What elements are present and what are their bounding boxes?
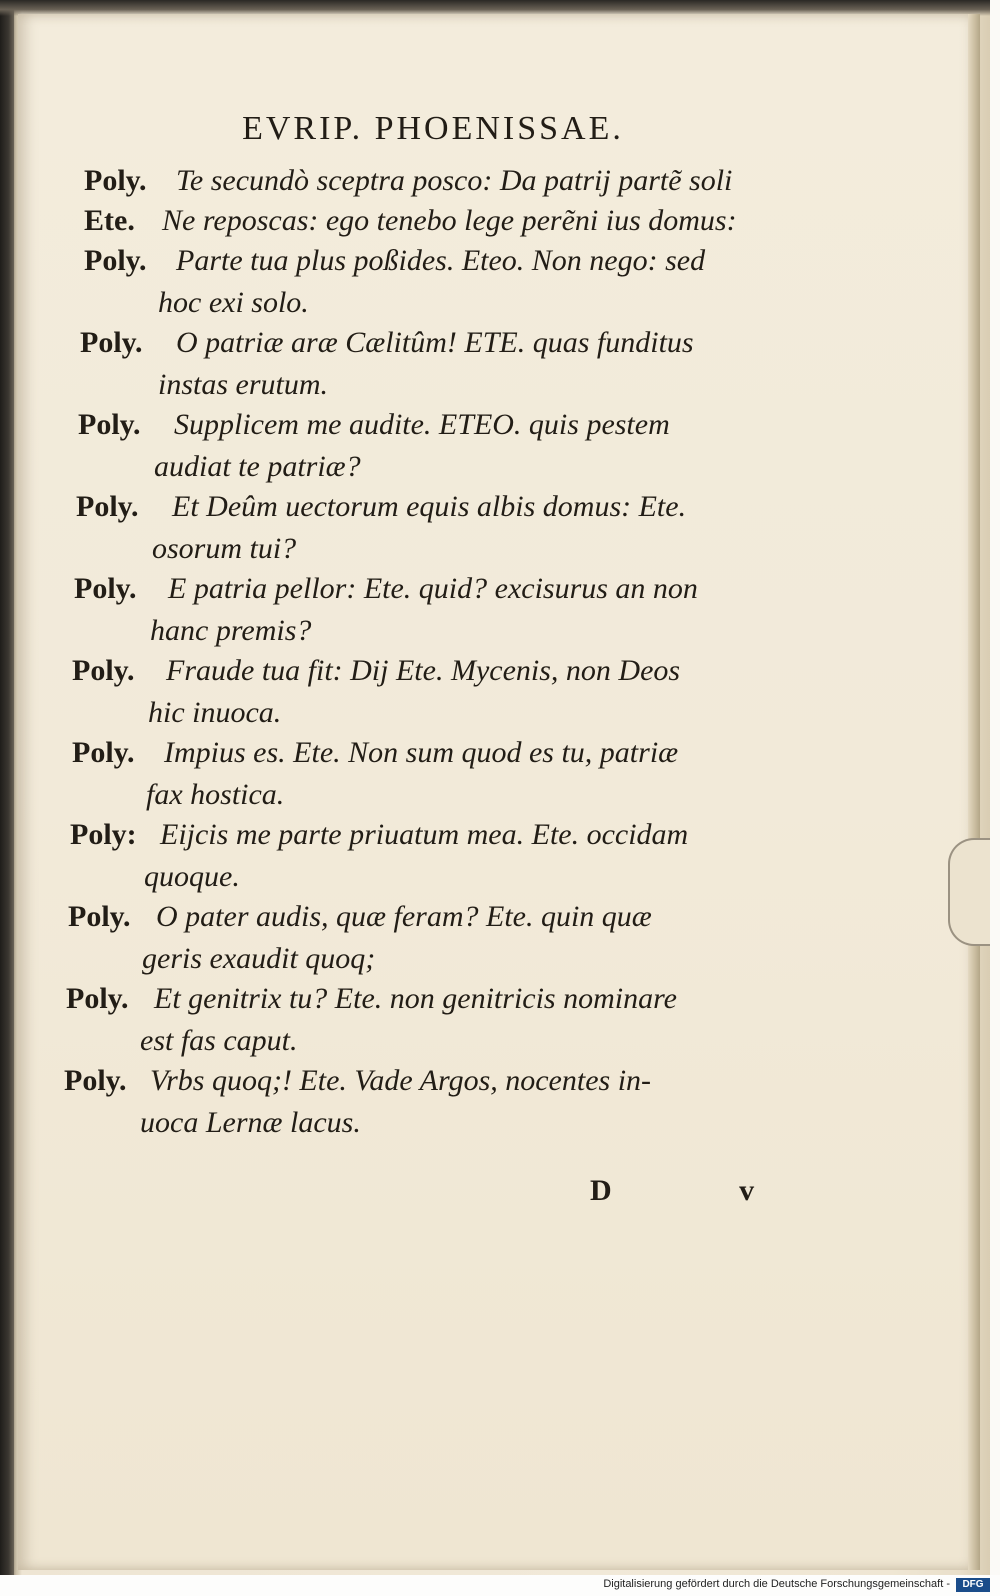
dialogue-row [18,244,778,324]
dialogue-row [18,818,778,898]
speaker-label: Poly. [66,982,129,1015]
verse-continuation: hic inuoca. [148,696,282,729]
clip-tab [948,838,990,946]
footer-bar [0,1575,1000,1596]
speaker-label: Poly. [72,654,135,687]
verse-continuation: est fas caput. [140,1024,298,1057]
verse-line: O patriæ aræ Cælitûm! ETE. quas funditus [176,326,694,359]
signature-mark: D v [590,1174,815,1207]
verse-line: Supplicem me audite. ETEO. quis pestem [174,408,670,441]
page-fore-edge [968,14,980,1570]
verse-line: Eijcis me parte priuatum mea. Ete. occidam [160,818,689,851]
verse-line: O pater audis, quæ feram? Ete. quin quæ [156,900,652,933]
verse-continuation: audiat te patriæ? [154,450,361,483]
verse-line: Te secundò sceptra posco: Da patrij partẽ soli [176,164,733,197]
verse-continuation: osorum tui? [152,532,297,565]
verse-continuation: instas erutum. [158,368,329,401]
verse-line: Ne reposcas: ego tenebo lege perẽni ius domus: [162,204,737,237]
verse-continuation: geris exaudit quoq; [142,942,376,975]
verse-continuation: hanc premis? [150,614,312,647]
speaker-label: Poly. [68,900,131,933]
dialogue-row [18,982,778,1062]
dialogue-row [18,1064,778,1144]
dialogue-row [18,490,778,570]
verse-continuation: quoque. [144,860,240,893]
speaker-label: Ete. [84,204,135,237]
dialogue-row [18,736,778,816]
verse-continuation: hoc exi solo. [158,286,309,319]
verse-line: Parte tua plus poßides. Eteo. Non nego: sed [176,244,706,277]
verse-line: Vrbs quoq;! Ete. Vade Argos, nocentes in- [150,1064,652,1097]
verse-continuation: uoca Lernæ lacus. [140,1106,361,1139]
verse-line: Et Deûm uectorum equis albis domus: Ete. [172,490,687,523]
page [18,14,976,1570]
book-spine-edge [0,0,14,1575]
speaker-label: Poly. [84,164,147,197]
verse-line: Fraude tua fit: Dij Ete. Mycenis, non Deos [166,654,681,687]
speaker-label: Poly. [78,408,141,441]
verse-continuation: fax hostica. [146,778,285,811]
dialogue-row [18,654,778,734]
funding-credit: Digitalisierung gefördert durch die Deutsche Forschungsgemeinschaft - [603,1578,950,1590]
speaker-label: Poly. [80,326,143,359]
speaker-label: Poly. [64,1064,127,1097]
running-header: EVRIP. PHOENISSAE. [242,110,624,147]
speaker-label: Poly. [76,490,139,523]
speaker-label: Poly. [74,572,137,605]
dialogue-row [18,572,778,652]
speaker-label: Poly. [72,736,135,769]
speaker-label: Poly. [84,244,147,277]
verse-line: Impius es. Ete. Non sum quod es tu, patriæ [164,736,679,769]
dialogue-row [18,326,778,406]
dialogue-row [18,408,778,488]
verse-line: E patria pellor: Ete. quid? excisurus an non [168,572,698,605]
dialogue-row [18,900,778,980]
dfg-logo: DFG [956,1578,990,1592]
verse-line: Et genitrix tu? Ete. non genitricis nominare [154,982,677,1015]
speaker-label: Poly: [70,818,137,851]
